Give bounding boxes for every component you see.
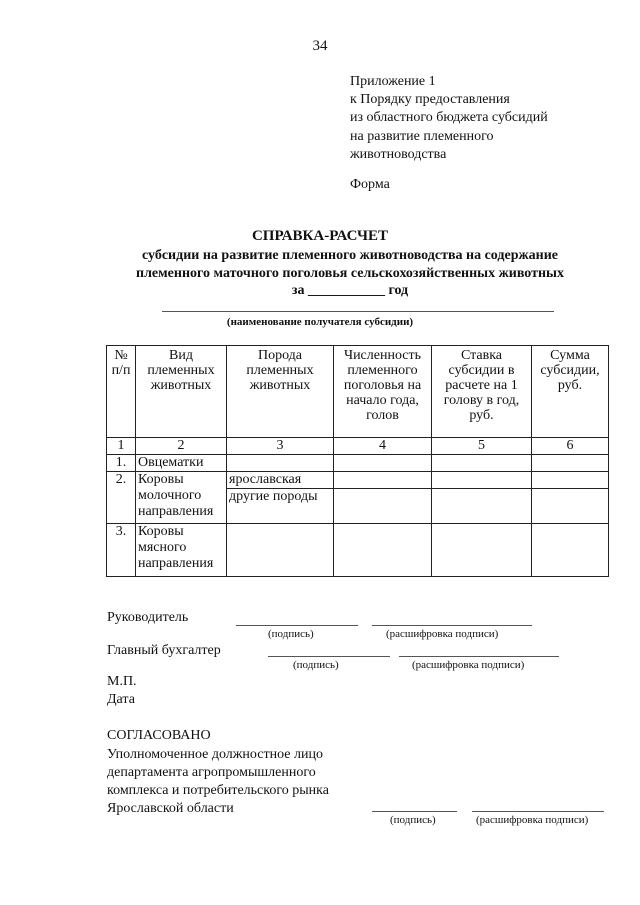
col-header-headcount: Численность племенного поголовья на начало года, голов	[334, 346, 432, 438]
appendix-line: на развитие племенного	[350, 128, 494, 144]
decoding-caption: (расшифровка подписи)	[386, 628, 499, 640]
approval-title: СОГЛАСОВАНО	[107, 728, 211, 743]
subtitle-line: субсидии на развитие племенного животноводства на содержание	[142, 248, 558, 263]
col-header-number: № п/п	[107, 346, 136, 438]
form-label: Форма	[350, 177, 390, 192]
headcount-cell	[334, 489, 432, 524]
column-number: 2	[136, 438, 227, 455]
appendix-line: из областного бюджета субсидий	[350, 110, 548, 126]
decoding-caption: (расшифровка подписи)	[476, 814, 589, 826]
subtitle-line: племенного маточного поголовья сельскохозяйственных животных	[136, 265, 564, 281]
approval-line: Уполномоченное должностное лицо	[107, 747, 323, 762]
breed-cell: ярославская	[227, 472, 334, 489]
recipient-name-line	[162, 311, 554, 312]
calculation-table	[106, 345, 609, 577]
head-signature-line	[236, 625, 358, 626]
table-row	[107, 524, 609, 577]
accountant-signature-line	[268, 656, 390, 657]
column-number: 3	[227, 438, 334, 455]
appendix-line: Приложение 1	[350, 74, 436, 89]
row-number: 3.	[107, 524, 136, 577]
signature-caption: (подпись)	[390, 814, 436, 826]
document-title: СПРАВКА-РАСЧЕТ	[251, 228, 389, 244]
headcount-cell	[334, 455, 432, 472]
sum-cell	[532, 472, 609, 489]
headcount-cell	[334, 524, 432, 577]
col-header-rate: Ставка субсидии в расчете на 1 голову в год, руб.	[432, 346, 532, 438]
column-number: 6	[532, 438, 609, 455]
sum-cell	[532, 455, 609, 472]
head-decoding-line	[372, 625, 532, 626]
animal-type: Коровы мясного направления	[136, 524, 227, 577]
column-number: 4	[334, 438, 432, 455]
breed-cell	[227, 524, 334, 577]
rate-cell	[432, 472, 532, 489]
table-row	[107, 455, 609, 472]
approval-line: Ярославской области	[107, 801, 234, 816]
signature-caption: (подпись)	[293, 659, 339, 671]
head-label: Руководитель	[107, 610, 189, 625]
sum-cell	[532, 524, 609, 577]
row-number: 1.	[107, 455, 136, 472]
appendix-line: животноводства	[350, 146, 447, 162]
approval-official	[107, 746, 329, 818]
breed-cell	[227, 455, 334, 472]
document-subtitle	[60, 247, 640, 300]
rate-cell	[432, 455, 532, 472]
approval-line: департамента агропромышленного	[107, 765, 316, 780]
table-row	[107, 472, 609, 489]
rate-cell	[432, 489, 532, 524]
subtitle-year-line: за ___________ год	[291, 283, 409, 298]
page-number: 34	[312, 38, 328, 54]
animal-type: Овцематки	[136, 455, 227, 472]
approval-decoding-line	[472, 811, 604, 812]
approval-signature-line	[372, 811, 457, 812]
accountant-label: Главный бухгалтер	[107, 643, 221, 658]
headcount-cell	[334, 472, 432, 489]
col-header-type: Вид племенных животных	[136, 346, 227, 438]
row-number: 2.	[107, 472, 136, 524]
rate-cell	[432, 524, 532, 577]
column-number: 1	[107, 438, 136, 455]
recipient-caption: (наименование получателя субсидии)	[226, 316, 414, 328]
decoding-caption: (расшифровка подписи)	[412, 659, 525, 671]
date-label: Дата	[107, 692, 135, 707]
approval-line: комплекса и потребительского рынка	[107, 783, 329, 798]
col-header-sum: Сумма субсидии, руб.	[532, 346, 609, 438]
stamp-label: М.П.	[107, 674, 137, 689]
accountant-decoding-line	[399, 656, 559, 657]
appendix-block	[350, 73, 548, 164]
sum-cell	[532, 489, 609, 524]
signature-caption: (подпись)	[268, 628, 314, 640]
animal-type: Коровы молочного направления	[136, 472, 227, 524]
appendix-line: к Порядку предоставления	[350, 92, 510, 108]
breed-cell: другие породы	[227, 489, 334, 524]
col-header-breed: Порода племенных животных	[227, 346, 334, 438]
column-number: 5	[432, 438, 532, 455]
column-numbers-row	[107, 438, 609, 455]
table-header-row	[107, 346, 609, 438]
